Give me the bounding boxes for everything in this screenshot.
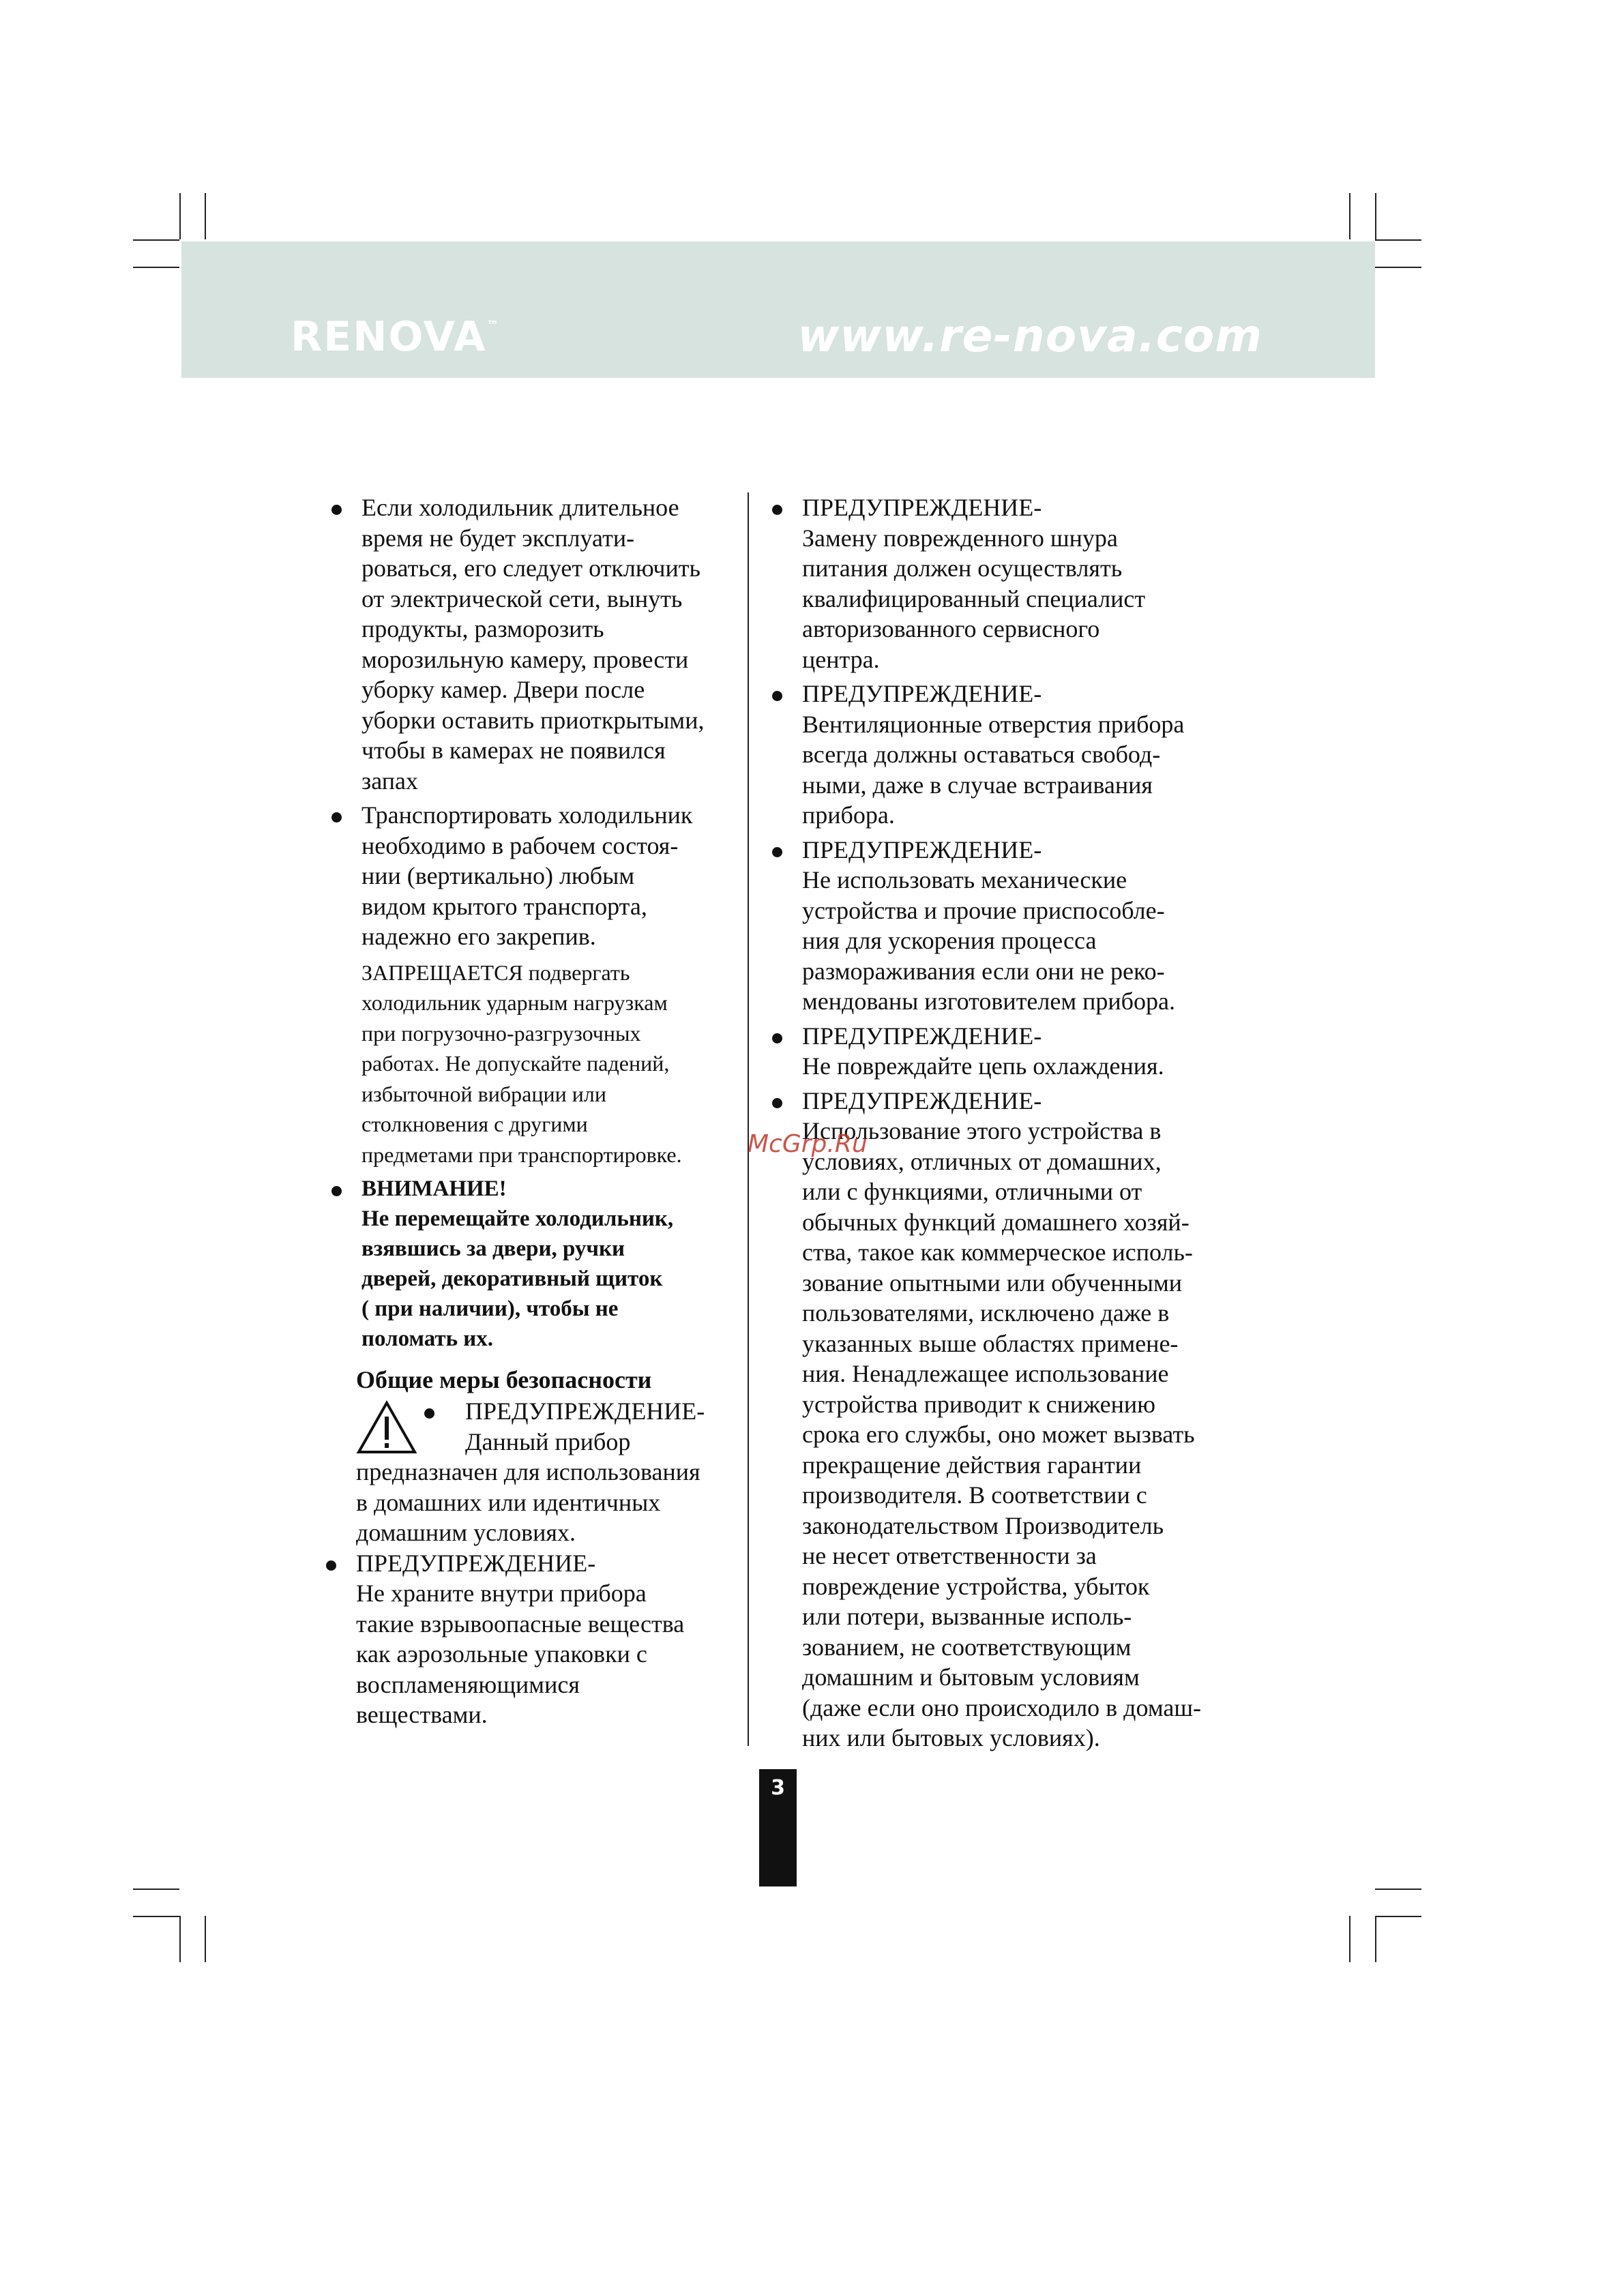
list-item <box>769 835 1260 1017</box>
list-item <box>769 1021 1260 1082</box>
brand-name: RENOVA <box>291 313 487 361</box>
page-number-tab <box>759 1769 797 1886</box>
attention-note: ВНИМАНИЕ! Не перемещайте холодильник, взявшись за двери, ручки дверей, декоративный щиток ( при наличии), чтобы не поломать их. <box>361 1176 674 1351</box>
bullet-icon <box>331 812 342 823</box>
bullet-icon <box>772 847 782 857</box>
bullet-icon <box>772 505 782 515</box>
bullet-icon <box>772 1098 782 1108</box>
header-band <box>181 241 1375 378</box>
bullet-icon <box>424 1408 434 1419</box>
item-text: Транспортировать холодильник необходимо в рабочем состоя- нии (вертикально) любым видом крытого транспорта, надежно его закрепив. <box>361 801 693 950</box>
item-text: предназначен для использования в домашних или идентичных домашним условиях. <box>356 1458 700 1546</box>
safety-warning-block <box>356 1396 752 1548</box>
trademark-sign: ™ <box>486 319 501 333</box>
list-item <box>769 492 1260 675</box>
left-column <box>329 492 752 1734</box>
bullet-icon <box>326 1560 336 1571</box>
item-text: ПРЕДУПРЕЖДЕНИЕ- Не использовать механические устройства и прочие приспособле- ния для ускорения процесса размораживания если они не реко- мендованы изготовителем прибора. <box>802 835 1175 1015</box>
list-item <box>769 679 1260 831</box>
item-text: ПРЕДУПРЕЖДЕНИЕ- Не повреждайте цепь охлаждения. <box>802 1022 1164 1080</box>
watermark: McGrp.Ru <box>748 1130 868 1158</box>
column-divider <box>748 492 749 1746</box>
item-text: ПРЕДУПРЕЖДЕНИЕ- Замену поврежденного шнура питания должен осуществлять квалифицированный специалист авторизованного сервисного центра. <box>802 494 1146 673</box>
item-text: ПРЕДУПРЕЖДЕНИЕ- Не храните внутри прибора такие взрывоопасные вещества как аэрозольные упаковки с воспламеняющимися веществами. <box>356 1549 685 1728</box>
section-title: Общие меры безопасности <box>356 1366 652 1393</box>
item-text: Если холодильник длительное время не будет эксплуати- роваться, его следует отключить от электрической сети, вынуть продукты, разморозить морозильную камеру, провести уборку камер. Двери после уборки оставить приоткрытыми, чтобы в камерах не появился запах <box>361 494 705 795</box>
page-number: 3 <box>771 1776 785 1800</box>
item-text: ПРЕДУПРЕЖДЕНИЕ- Вентиляционные отверстия прибора всегда должны оставаться свобод- ными, даже в случае встраивания прибора. <box>802 680 1185 829</box>
bullet-icon <box>331 1186 342 1196</box>
list-item <box>329 800 752 1170</box>
bullet-icon <box>772 1033 782 1043</box>
transport-prohibition-note: ЗАПРЕЩАЕТСЯ подвергать холодильник ударным нагрузкам при погрузочно-разгрузочных работах. Не допускайте падений, избыточной вибрации или столкновения с другими предметами при транспортировке. <box>361 960 682 1167</box>
bullet-icon <box>772 691 782 701</box>
brand-logo <box>291 313 501 361</box>
item-text: ПРЕДУПРЕЖДЕНИЕ- Данный прибор <box>465 1397 705 1455</box>
list-item <box>769 1086 1260 1753</box>
list-item <box>323 1548 752 1730</box>
bullet-icon <box>331 505 342 515</box>
safety-item-head <box>356 1396 752 1457</box>
list-item <box>329 1174 752 1354</box>
list-item <box>329 492 752 796</box>
item-text: ПРЕДУПРЕЖДЕНИЕ- Использование этого устройства в условиях, отличных от домашних, или с функциями, отличными от обычных функций домашнего хозяй- ства, такое как коммерческое исполь- зование опытными или обученными пользователями, исключено даже в указанных выше областях примене- ния. Ненадлежащее использование устройства приводит к снижению срока его службы, оно может вызвать прекращение действия гарантии производителя. В соответствии с законодательством Производитель не несет ответственности за повреждение устройства, убыток или потери, вызванные исполь- зованием, не соответствующим домашним и бытовым условиям (даже если оно происходило в домаш- них или бытовых условиях). <box>802 1086 1202 1751</box>
right-column <box>769 492 1260 1758</box>
website-url: www.re-nova.com <box>797 310 1263 362</box>
